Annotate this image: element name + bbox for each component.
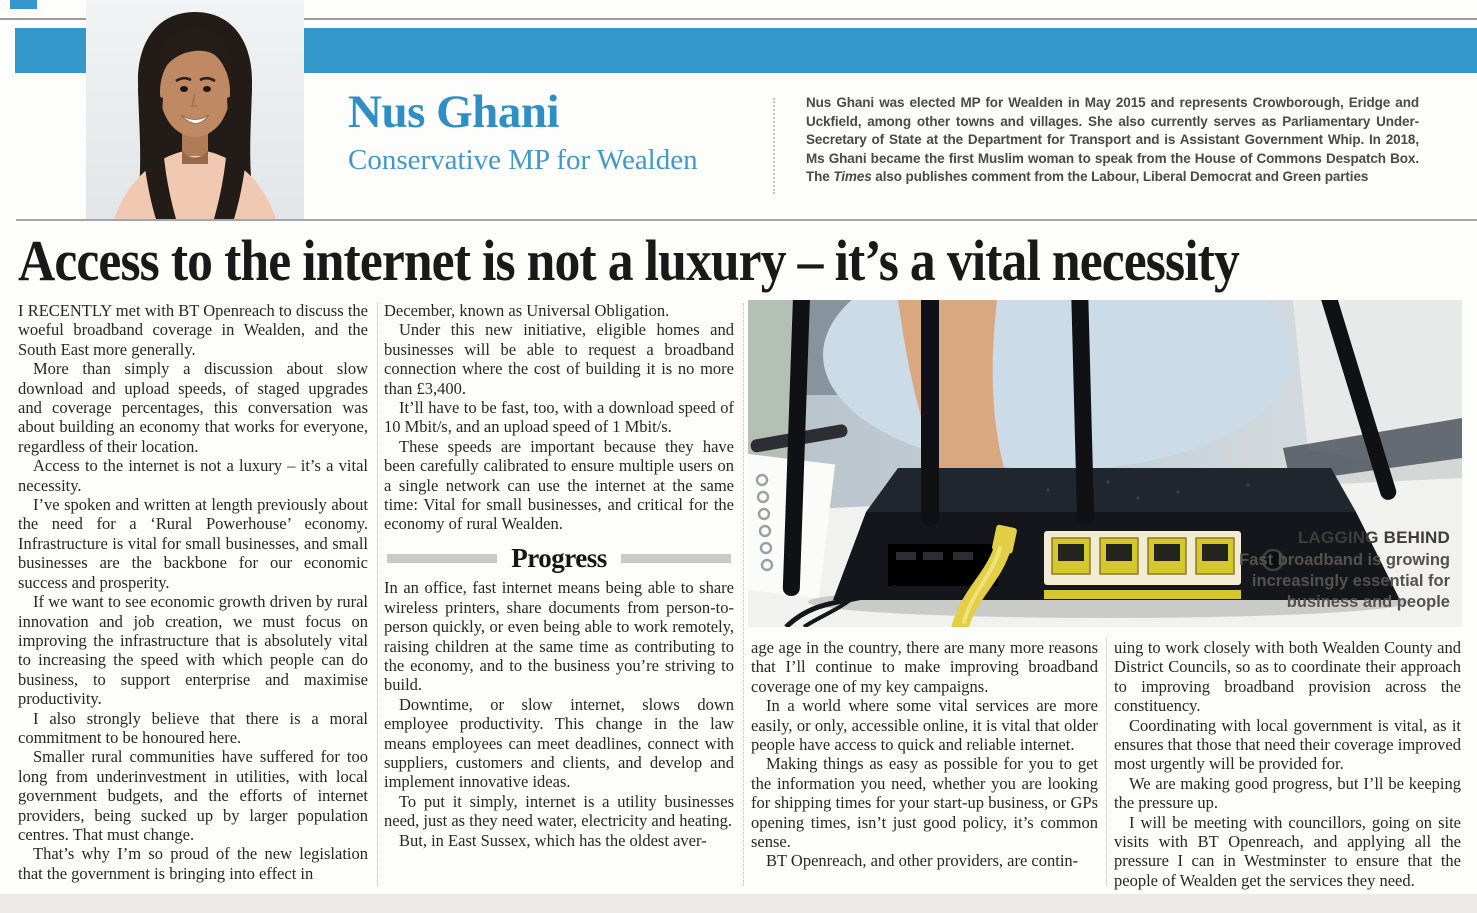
article-paragraph: These speeds are important because they have been carefully calibrated to ensure multiple users on a single network can use the internet at the same time: Vital for small businesses, and critical for the economy of rural Wealden. [384, 436, 734, 534]
article-paragraph: More than simply a discussion about slow download and upload speeds, of staged upgrades and coverage percentages, this conversation was about building an economy that works for everyone, regardless of their location. [18, 359, 368, 456]
photo-caption [1218, 528, 1450, 613]
portrait-illustration [86, 0, 304, 219]
bio-text: Nus Ghani was elected MP for Wealden in May 2015 and represents Crowborough, Eridge and Uckfield, among other towns and villages. She also currently serves as Parliamentary Under-Secretary of State at the Department for Transport and is Assistant Government Whip. In 2018, Ms Ghani became the first Muslim woman to speak from the House of Commons Despatch Box. The [806, 95, 1419, 184]
article-paragraph: Under this new initiative, eligible homes and businesses will be able to request a broadband connection where the cost of building it is no more than £3,400. [384, 320, 734, 398]
subhead-bar-left [387, 554, 497, 563]
article-paragraph: We are making good progress, but I’ll be keeping the pressure up. [1114, 773, 1461, 813]
column-separator [743, 303, 744, 885]
column-separator [1106, 638, 1107, 885]
bio-dotted-separator [773, 98, 775, 194]
article-paragraph: In a world where some vital services are more easily, or only, accessible online, it is vital that older people have access to quick and reliable internet. [751, 696, 1098, 755]
byline-block [348, 88, 698, 177]
headline [18, 227, 1468, 294]
article-paragraph: To put it simply, internet is a utility businesses need, just as they need water, electricity and heating. [384, 791, 734, 831]
footer-strip [0, 894, 1477, 913]
photo-caption-text: Fast broadband is growing increasingly essential for business and people [1239, 551, 1450, 611]
article-paragraph: Coordinating with local government is vital, as it ensures that those that need their coverage improved most urgently will be provided for. [1114, 715, 1461, 774]
photo-caption-title: LAGGING BEHIND [1297, 528, 1450, 547]
article-paragraph: I’ve spoken and written at length previously about the need for a ‘Rural Powerhouse’ economy. Infrastructure is vital for small businesses, and small businesses are the backbone for our economic success and prosperity. [18, 495, 368, 592]
nus-ghani-portrait [86, 0, 304, 219]
article-paragraph: Access to the internet is not a luxury – it’s a vital necessity. [18, 456, 368, 495]
section-subhead [384, 542, 734, 573]
article-paragraph: Making things as easy as possible for you to get the information you need, whether you are looking for shipping times for your start-up business, or GPs opening times, isn’t just good policy, it’s common sense. [751, 754, 1098, 852]
author-role: Conservative MP for Wealden [348, 144, 698, 177]
article-paragraph: Downtime, or slow internet, slows down employee productivity. This change in the law means employees can meet deadlines, connect with suppliers, customers and clients, and develop and implement innovative ideas. [384, 694, 734, 792]
author-bio [806, 94, 1419, 187]
article-column-1 [18, 301, 368, 883]
article-paragraph: It’ll have to be fast, too, with a download speed of 10 Mbit/s, and an upload speed of 1 Mbit/s. [384, 398, 734, 437]
article-paragraph: I also strongly believe that there is a moral commitment to be honoured here. [18, 708, 368, 747]
article-paragraph: age age in the country, there are many more reasons that I’ll continue to make improving broadband coverage one of my key campaigns. [751, 638, 1098, 696]
article-column-4 [1114, 638, 1461, 890]
article-body [18, 301, 1461, 893]
article-paragraph: If we want to see economic growth driven by rural innovation and job creation, we must focus on improving the infrastructure that is absolutely vital to increasing the speed with which people can do business, to support enterprise and maximise productivity. [18, 592, 368, 709]
bio-text: also publishes comment from the Labour, Liberal Democrat and Green parties [871, 169, 1369, 184]
article-paragraph: Smaller rural communities have suffered for too long from underinvestment in utilities, with local government budgets, and the efforts of internet providers, being sucked up by larger population centres. That must change. [18, 747, 368, 844]
article-paragraph: But, in East Sussex, which has the oldest aver- [399, 830, 707, 850]
router-photo [748, 300, 1462, 627]
header-bottom-rule [16, 219, 1477, 221]
subhead-bar-right [621, 554, 731, 563]
article-paragraph: I will be meeting with councillors, going on site visits with BT Openreach, and applying all the pressure I can in Westminster to ensure that the people of Wealden get the services they need. [1114, 812, 1461, 890]
article-paragraph: uing to work closely with both Wealden County and District Councils, so as to coordinate their approach to improving broadband provision across the constituency. [1114, 638, 1461, 716]
corner-accent-chip [10, 0, 37, 9]
article-paragraph: December, known as Universal Obligation. [384, 301, 670, 320]
subhead-label: Progress [511, 542, 607, 573]
article-paragraph: That’s why I’m so proud of the new legislation that the government is bringing into effect in [18, 844, 368, 883]
article-column-3 [751, 638, 1098, 871]
article-column-2 [384, 301, 734, 850]
article-paragraph: I RECENTLY met with BT Openreach to discuss the woeful broadband coverage in Wealden, and the South East more generally. [18, 301, 368, 359]
author-name: Nus Ghani [348, 86, 560, 138]
article-paragraph: In an office, fast internet means being able to share wireless printers, share documents from person-to-person quickly, or even being able to work remotely, raising children at the same time as contributing to the economy, and to the business you’re striving to build. [384, 578, 734, 695]
article-paragraph: BT Openreach, and other providers, are contin- [766, 851, 1079, 871]
bio-times-italic: Times [833, 169, 872, 184]
headline-text: Access to the internet is not a luxury – it’s a vital necessity [18, 228, 1239, 293]
column-separator [377, 303, 378, 885]
